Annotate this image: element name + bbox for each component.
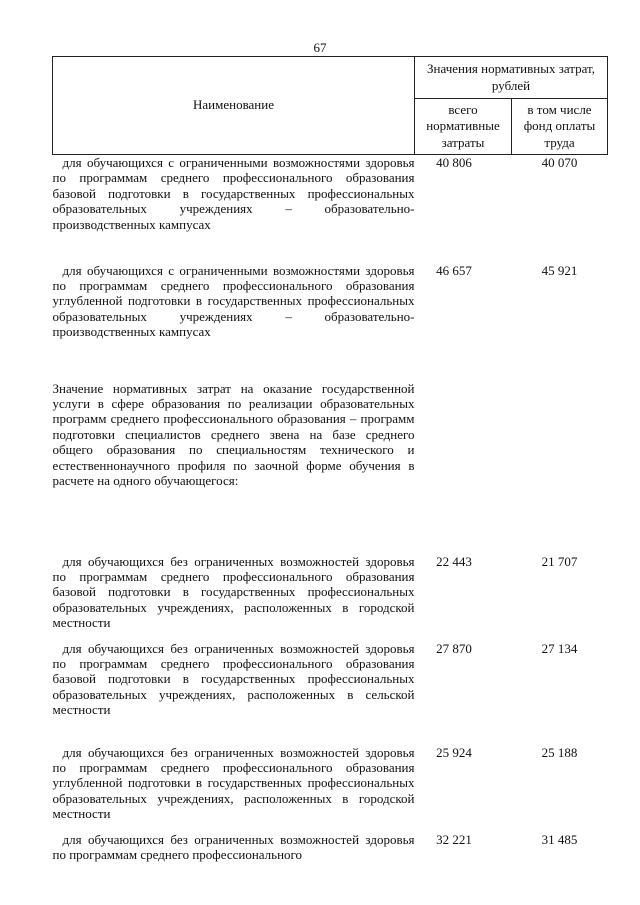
table-row [53,832,608,866]
row-total: 25 924 [436,744,472,760]
row-wage: 27 134 [541,640,578,656]
row-name: для обучающихся с ограниченными возможностями здоровья по программам среднего профессионального образования базовой подготовки в государственных профессиональных образовательных учреждениях – образовательно-производственных кампусах [52,155,415,232]
row-total: 32 221 [436,831,472,847]
header-values-group: Значения нормативных затрат, рублей [415,57,608,99]
row-wage [512,381,608,554]
row-total [415,381,512,554]
row-name: для обучающихся без ограниченных возможностей здоровья по программам среднего профессионального образования углубленной подготовки в государственных профессиональных образовательных учреждениях, расположенных в городской местности [52,744,415,822]
row-name: для обучающихся без ограниченных возможностей здоровья по программам среднего профессионального [52,831,415,862]
header-wage-fund: в том числе фонд оплаты труда [512,99,608,155]
table-row [53,263,608,381]
row-wage: 25 188 [541,744,578,760]
row-wage: 40 070 [541,155,578,170]
row-wage: 21 707 [541,553,578,569]
row-wage: 31 485 [541,831,578,847]
table-row [53,745,608,832]
row-name: для обучающихся с ограниченными возможностями здоровья по программам среднего профессионального образования углубленной подготовки в государственных профессиональных образовательных учреждениях – образовательно-производственных кампусах [52,262,415,340]
page-number: 67 [313,40,327,55]
header-total: всего нормативные затраты [415,99,512,155]
table-row [53,381,608,554]
row-total: 46 657 [436,262,472,278]
normative-costs-table [52,56,608,866]
row-wage: 45 921 [541,262,578,278]
row-name: Значение нормативных затрат на оказание государственной услуги в сфере образования по реализации образовательных программ среднего профессионального образования – программ подготовки специалистов среднего звена на базе среднего общего образования по специальностям технического и естественнонаучного профиля по заочной форме обучения в расчете на одного обучающегося: [52,380,415,488]
row-name: для обучающихся без ограниченных возможностей здоровья по программам среднего профессионального образования базовой подготовки в государственных профессиональных образовательных учреждениях, расположенных в сельской местности [52,640,415,718]
table-row [53,554,608,641]
row-total: 40 806 [436,155,472,170]
header-name: Наименование [53,57,415,155]
row-total: 27 870 [436,640,472,656]
table-row [53,641,608,745]
table-row [53,155,608,263]
row-name: для обучающихся без ограниченных возможностей здоровья по программам среднего профессионального образования базовой подготовки в государственных профессиональных образовательных учреждениях, расположенных в городской местности [52,553,415,631]
row-total: 22 443 [436,553,472,569]
